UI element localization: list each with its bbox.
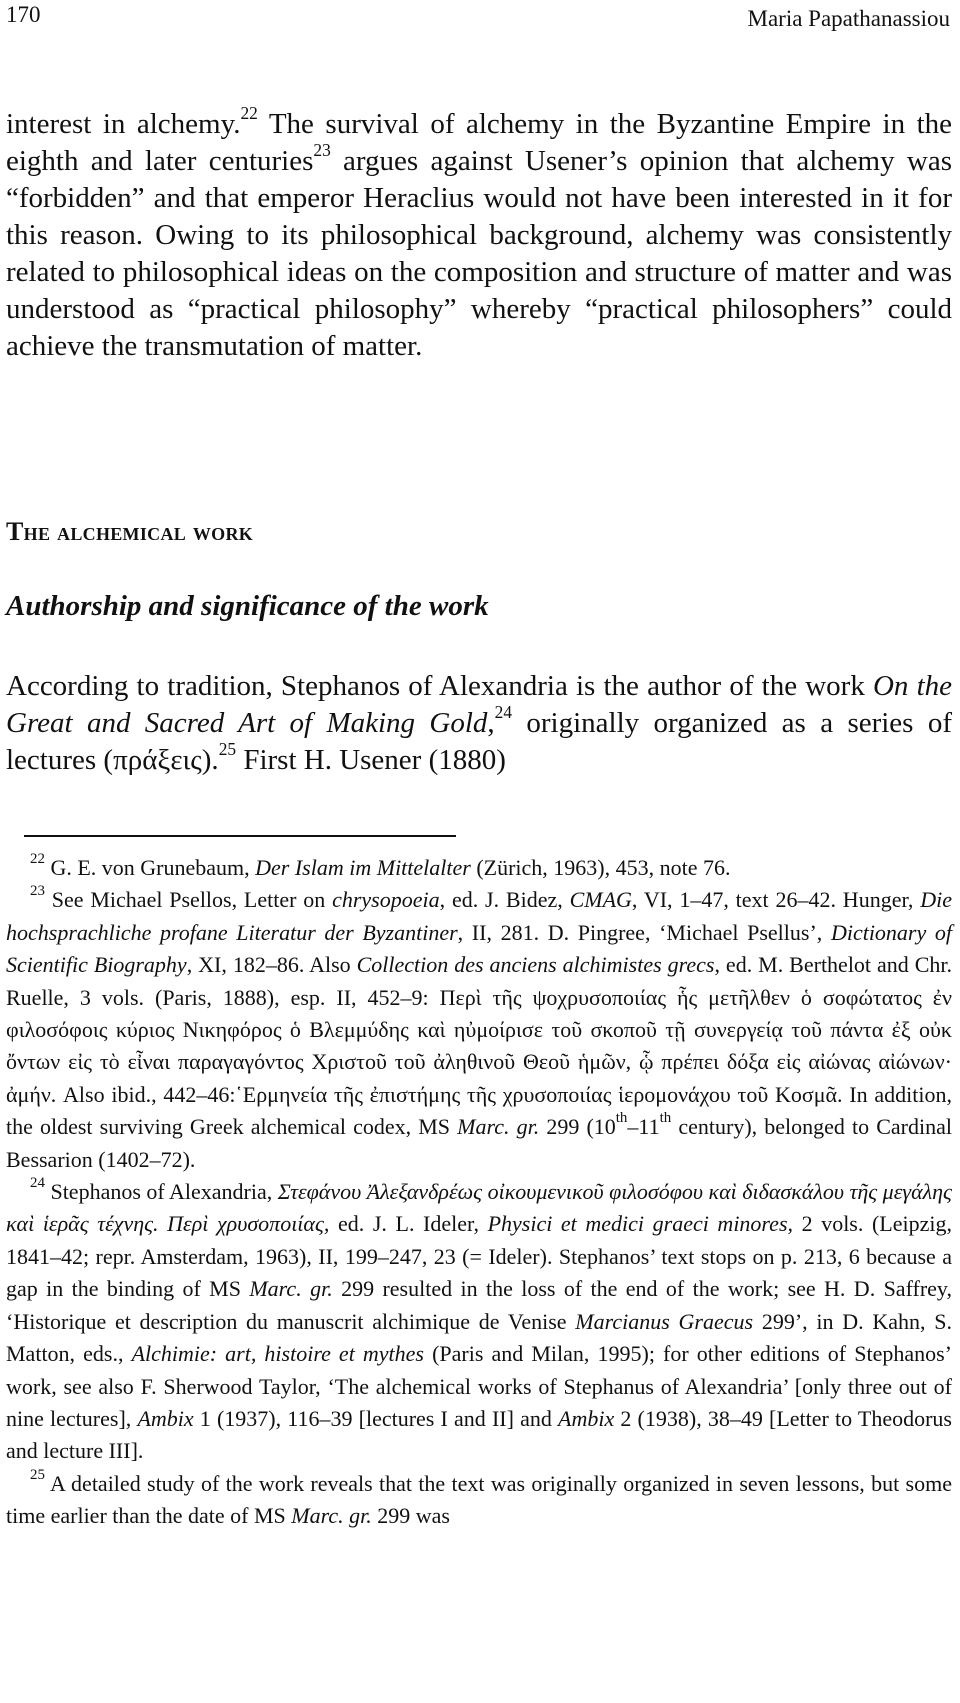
footnote-text: 2 vols. (Leipzig, 1841–42; repr. Amsterdam, 1963), II, 199–247, 23 (= Ideler). Stephanos’ text stops on p. 213, 6 because a gap in the binding of MS bbox=[6, 1211, 952, 1302]
footnote-ref-22[interactable]: 22 bbox=[240, 103, 258, 124]
footnote-24 bbox=[6, 1176, 952, 1468]
footnote-text: G. E. von Grunebaum, bbox=[44, 855, 256, 880]
footnote-text: , VI, 1–47, text 26–42. Hunger, bbox=[631, 887, 921, 913]
footnote-italic: chrysopoeia bbox=[332, 887, 440, 913]
footnote-22 bbox=[6, 852, 952, 884]
footnote-text: 299’, in D. Kahn, S. Matton, eds., bbox=[6, 1308, 952, 1367]
footnote-number: 24 bbox=[30, 1175, 45, 1192]
footnote-ref-24[interactable]: 24 bbox=[494, 702, 513, 723]
footnote-25 bbox=[6, 1468, 952, 1533]
footnote-italic: Collection des anciens alchimistes grecs bbox=[356, 952, 715, 978]
footnote-text: 2 (1938), 38–49 [Letter to Theodorus and lecture III]. bbox=[6, 1405, 952, 1464]
footnotes bbox=[6, 852, 952, 1533]
footnote-italic: Marcianus Graecus bbox=[575, 1308, 754, 1334]
ordinal-suffix: th bbox=[659, 1110, 672, 1127]
footnote-text: –11 bbox=[627, 1114, 660, 1140]
footnote-23 bbox=[6, 884, 952, 1176]
footnote-italic: Στεφάνου Ἀλεξανδρέως οἰκουμενικοῦ φιλοσόφου καὶ διδασκάλου τῆς μεγάλης καὶ ἱερᾶς τέχνης. Περὶ χρυσοποιίας, bbox=[6, 1179, 952, 1237]
footnote-text: , XI, 182–86. Also bbox=[186, 952, 357, 978]
page-number: 170 bbox=[6, 2, 41, 27]
footnote-text: 299 (10 bbox=[539, 1114, 616, 1140]
work-title: On the Great and Sacred Art of Making Gold bbox=[6, 670, 953, 739]
footnote-italic: Marc. gr. bbox=[457, 1114, 540, 1140]
footnote-italic: Alchimie: art, histoire et mythes bbox=[131, 1341, 424, 1367]
body-text: , bbox=[487, 707, 495, 739]
ordinal-suffix: th bbox=[615, 1110, 628, 1127]
body-paragraph-1 bbox=[6, 103, 952, 365]
footnote-text: A detailed study of the work reveals that the text was originally organized in seven lessons, but some time earlier than the date of MS bbox=[6, 1470, 952, 1529]
footnote-ref-23[interactable]: 23 bbox=[313, 140, 331, 161]
footnote-italic: Physici et medici graeci minores, bbox=[487, 1211, 793, 1237]
body-text: originally organized as a series of lectures (πράξεις). bbox=[6, 707, 952, 776]
footnote-number: 22 bbox=[30, 851, 45, 868]
footnote-italic: Die hochsprachliche profane Literatur der Byzantiner bbox=[6, 887, 952, 945]
footnote-text: , ed. J. Bidez, bbox=[439, 887, 570, 913]
footnote-italic: Ambix bbox=[558, 1405, 615, 1431]
running-head: Maria Papathanassiou bbox=[747, 6, 950, 31]
page-header bbox=[6, 0, 950, 40]
footnote-number: 23 bbox=[30, 883, 45, 900]
footnote-italic: Der Islam im Mittelalter bbox=[255, 855, 471, 880]
body-text: interest in alchemy. bbox=[6, 108, 241, 140]
footnote-text: (Zürich, 1963), 453, note 76. bbox=[470, 855, 731, 880]
footnote-italic: Marc. gr. bbox=[249, 1276, 333, 1302]
footnote-text: 299 was bbox=[371, 1503, 450, 1529]
footnote-text: 1 (1937), 116–39 [lectures I and II] and bbox=[193, 1405, 559, 1431]
footnote-number: 25 bbox=[30, 1466, 45, 1483]
footnote-italic: Ambix bbox=[137, 1405, 194, 1431]
footnote-text: ed. J. L. Ideler, bbox=[329, 1211, 488, 1237]
footnote-text: Stephanos of Alexandria, bbox=[44, 1179, 278, 1205]
body-text: First H. Usener (1880) bbox=[236, 744, 506, 776]
footnote-text: See Michael Psellos, Letter on bbox=[44, 887, 333, 913]
footnote-text: 299 resulted in the loss of the end of the work; see H. D. Saffrey, ‘Historique et description du manuscrit alchimique de Venise bbox=[6, 1276, 952, 1334]
footnote-text: century), belonged to Cardinal Bessarion (1402–72). bbox=[6, 1114, 952, 1172]
footnote-text: (Paris and Milan, 1995); for other editions of Stephanos’ work, see also F. Sherwood Taylor, ‘The alchemical works of Stephanus of Alexandria’ [only three out of nine lectures], bbox=[6, 1341, 952, 1431]
footnote-italic: Marc. gr. bbox=[291, 1503, 372, 1529]
footnote-italic: CMAG bbox=[569, 887, 632, 913]
footnote-italic: Dictionary of Scientific Biography bbox=[6, 919, 952, 978]
footnote-text: , II, 281. D. Pingree, ‘Michael Psellus’, bbox=[457, 919, 831, 945]
body-text: argues against Usener’s opinion that alchemy was “forbidden” and that emperor Heraclius would not have been interested in it for this reason. Owing to its philosophical background, alchemy was consistently related to philosophical ideas on the composition and structure of matter and was understood as “practical philosophy” whereby “practical philosophers” could achieve the transmutation of matter. bbox=[6, 145, 952, 362]
footnote-separator bbox=[24, 835, 456, 837]
footnote-text: , ed. M. Berthelot and Chr. Ruelle, 3 vols. (Paris, 1888), esp. II, 452–9: Περὶ τῆς ψοχρυσοποιίας ἧς μετῆλθεν ὁ σοφώτατος ἐν φιλοσόφοις κύριος Νικηφόρος ὁ Βλεμμύδης καὶ ηὐμοίρισε τοῦ σκοποῦ τῇ συνεργείᾳ τοῦ πάντα ἐξ οὐκ ὄντων εἰς τὸ εἶναι παραγαγόντος Χριστοῦ τοῦ ἀληθινοῦ Θεοῦ ἡμῶν, ᾧ πρέπει δόξα εἰς αἰώνας αἰώνων· ἀμήν. Also ibid., 442–46:῾Ερμηνεία τῆς ἐπιστήμης τῆς χρυσοποιίας ἱερομονάχου τοῦ Κοσμᾶ. In addition, the oldest surviving Greek alchemical codex, MS bbox=[6, 952, 953, 1140]
section-heading: The alchemical work bbox=[6, 517, 254, 546]
body-paragraph-2 bbox=[6, 668, 952, 779]
body-text: According to tradition, Stephanos of Alexandria is the author of the work bbox=[6, 670, 873, 702]
footnote-ref-25[interactable]: 25 bbox=[218, 739, 237, 760]
subsection-heading: Authorship and significance of the work bbox=[6, 590, 489, 622]
body-text: The survival of alchemy in the Byzantine Empire in the eighth and later centuries bbox=[6, 108, 952, 177]
